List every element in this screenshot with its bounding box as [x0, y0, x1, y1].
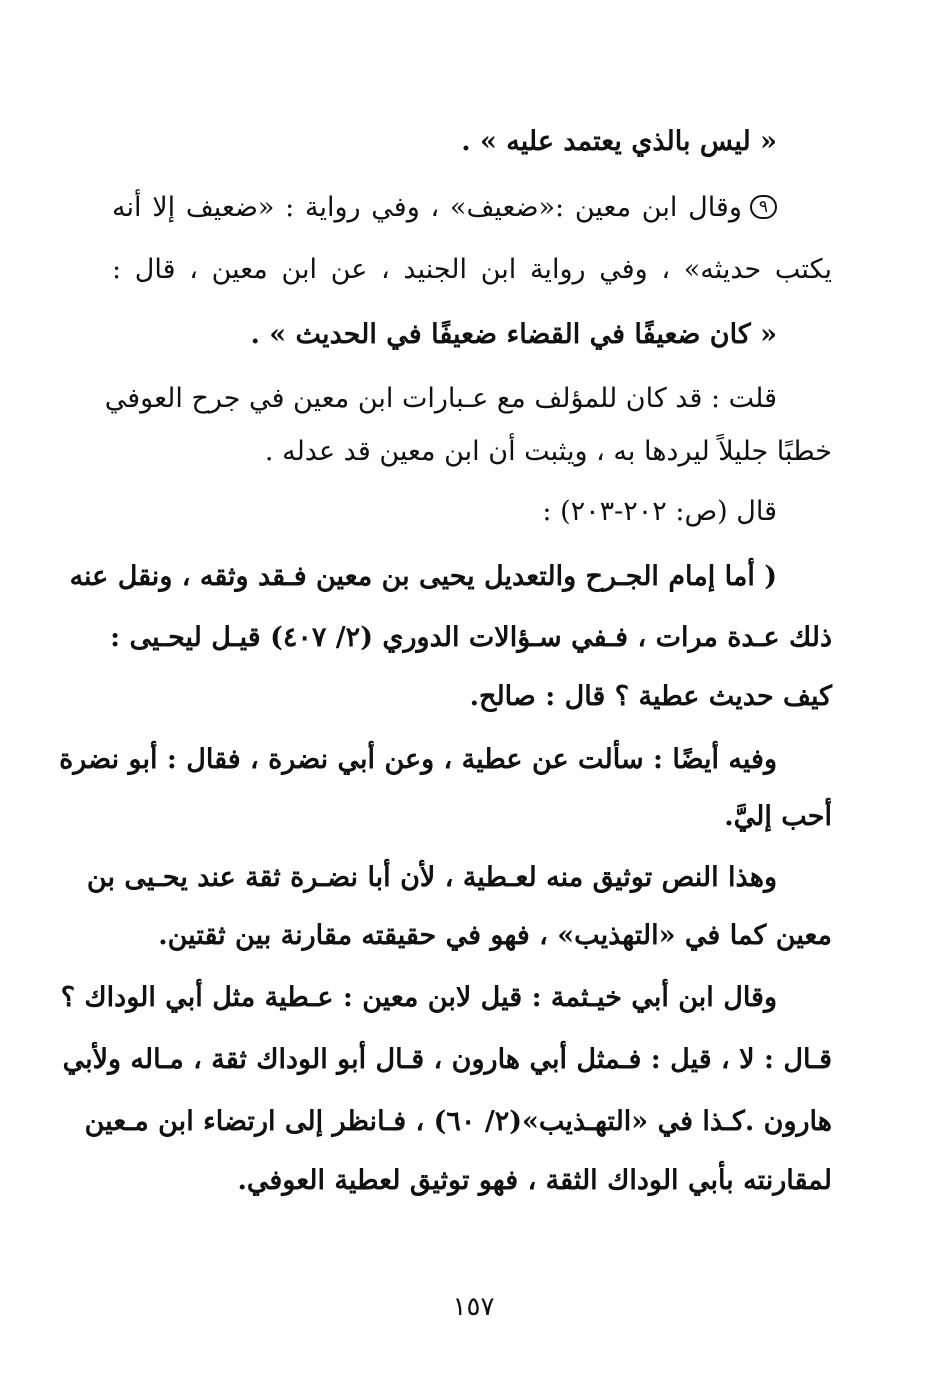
text-line-9	[112, 618, 832, 658]
text-line-5	[104, 379, 777, 419]
page-number: ١٥٧	[452, 1292, 495, 1322]
text-line-14-content: معين كما في «التهذيب» ، فهو في حقيقته مقارنة بين ثقتين.	[158, 920, 832, 951]
text-line-7	[112, 492, 777, 532]
text-line-6	[112, 432, 832, 472]
text-line-18	[112, 1161, 832, 1201]
text-line-8	[69, 557, 777, 597]
text-line-18-content: لمقارنته بأبي الوداك الثقة ، فهو توثيق لعطية العوفي.	[237, 1165, 832, 1196]
quote-text: « ليس بالذي يعتمد عليه » .	[461, 126, 777, 157]
quote-line-4	[112, 315, 777, 355]
text-line-15-content: وقال ابن أبي خيـثمة : قيل لابن معين : عـطية مثل أبي الوداك ؟	[60, 982, 777, 1013]
text-line-9-content: ذلك عـدة مرات ، فـفي سـؤالات الدوري (٢/ ٤٠٧) قيـل ليحـيى :	[110, 622, 832, 653]
text-line-17	[84, 1102, 832, 1142]
text-line-10-content: كيف حديث عطية ؟ قال : صالح.	[469, 681, 832, 712]
text-line-13	[86, 858, 777, 898]
quote-line-4-content: « كان ضعيفًا في القضاء ضعيفًا في الحديث » .	[250, 319, 777, 350]
text-line-5-content: قلت : قد كان للمؤلف مع عـبارات ابن معين في جرح العوفي	[104, 383, 777, 414]
footnote-number-badge: ٩	[750, 195, 777, 219]
text-line-7-content: قال (ص: ٢٠٢-٢٠٣) :	[542, 496, 777, 527]
text-line-16	[62, 1040, 832, 1080]
text-line-11	[59, 740, 777, 780]
text-line-12-content: أحب إليَّ.	[724, 801, 832, 832]
text-line-15	[60, 978, 777, 1018]
text-line-13-content: وهذا النص توثيق منه لعـطية ، لأن أبا نضـرة ثقة عند يحـيى بن	[86, 862, 777, 893]
text-line-11-content: وفيه أيضًا : سألت عن عطية ، وعن أبي نضرة ، فقال : أبو نضرة	[59, 744, 777, 775]
text-line-6-content: خطبًا جليلاً ليردها به ، ويثبت أن ابن معين قد عدله .	[264, 436, 832, 467]
text-line-3-content: يكتب حديثه» ، وفي رواية ابن الجنيد ، عن ابن معين ، قال :	[112, 254, 832, 285]
text-line-16-content: قـال : لا ، قيل : فـمثل أبي هارون ، قـال أبو الوداك ثقة ، مـاله ولأبي	[62, 1044, 832, 1075]
text-line-2	[112, 188, 777, 228]
text-line-8-content: ( أما إمام الجـرح والتعديل يحيى بن معين فـقد وثقه ، ونقل عنه	[69, 561, 777, 592]
text-line-10	[112, 677, 832, 717]
text-line-12	[112, 797, 832, 837]
text-line-2-content: وقال ابن معين :«ضعيف» ، وفي رواية : «ضعيف إلا أنه	[112, 192, 742, 223]
text-line-14	[112, 916, 832, 956]
text-line-17-content: هارون .كـذا في «التهـذيب»(٢/ ٦٠) ، فـانظر إلى ارتضاء ابن مـعين	[84, 1106, 832, 1137]
text-line-3	[112, 250, 832, 290]
quote-line-1	[112, 122, 777, 162]
